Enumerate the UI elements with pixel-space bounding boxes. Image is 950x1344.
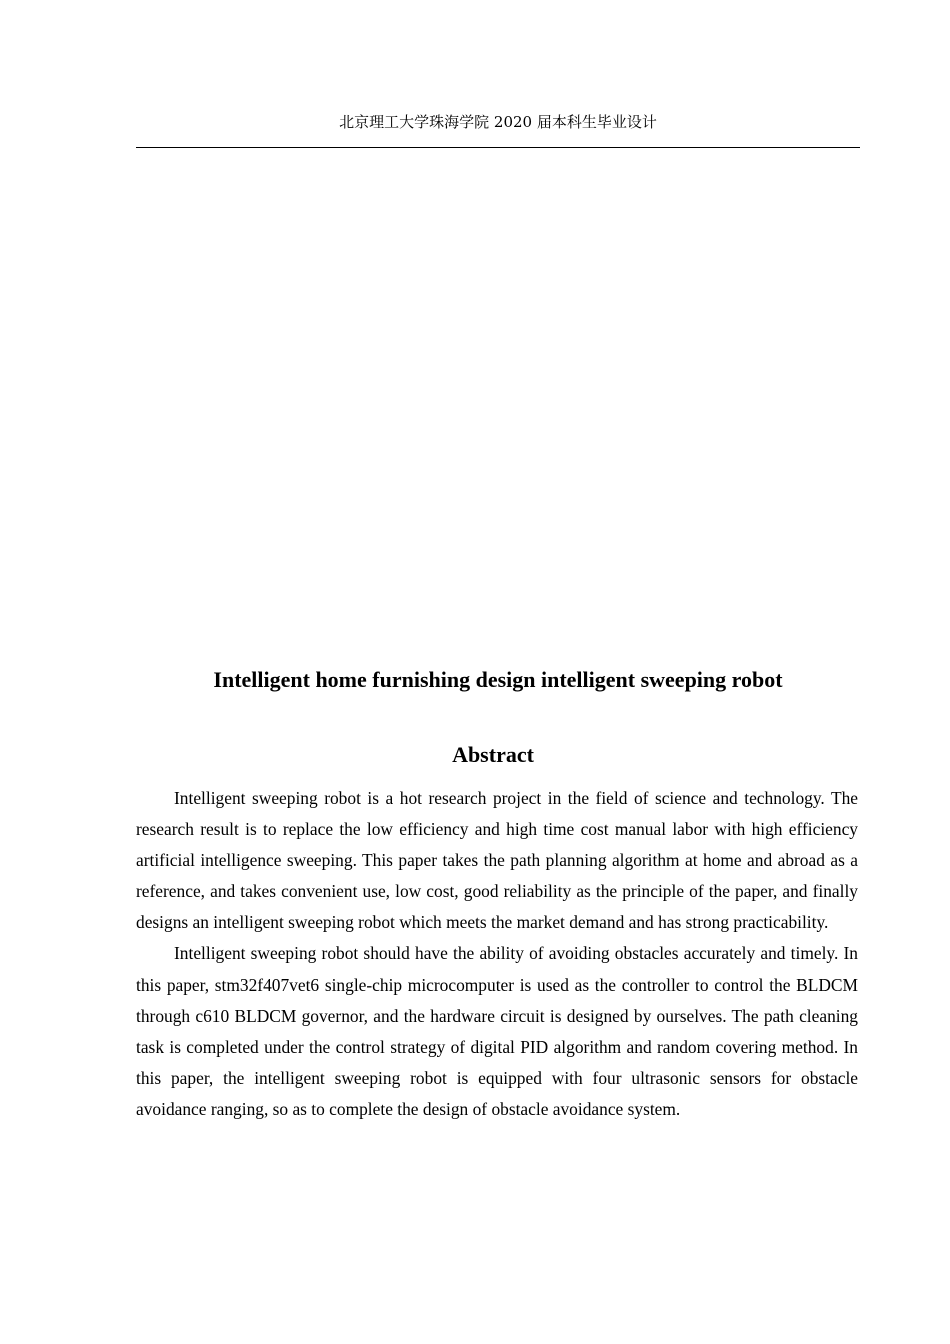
abstract-paragraph-2: Intelligent sweeping robot should have the ability of avoiding obstacles accurately and timely. In this paper, stm32f407vet6 single-chip microcomputer is used as the controller to control the BLDCM through c610 BLDCM governor, and the hardware circuit is designed by ourselves. The path cleaning task is completed under the control strategy of digital PID algorithm and random covering method. In this paper, the intelligent sweeping robot is equipped with four ultrasonic sensors for obstacle avoidance ranging, so as to complete the design of obstacle avoidance system. (136, 943, 858, 1119)
abstract-paragraph-1: Intelligent sweeping robot is a hot research project in the field of science and technology. The research result is to replace the low efficiency and high time cost manual labor with high efficiency artificial intelligence sweeping. This paper takes the path planning algorithm at home and abroad as a reference, and takes convenient use, low cost, good reliability as the principle of the paper, and finally designs an intelligent sweeping robot which meets the market demand and has strong practicability. (136, 788, 858, 933)
abstract-heading: Abstract (452, 742, 534, 767)
running-header: 北京理工大学珠海学院 2020 届本科生毕业设计 (339, 113, 657, 131)
abstract-body (136, 783, 858, 1125)
paper-title: Intelligent home furnishing design intelligent sweeping robot (213, 667, 783, 692)
header-divider (136, 147, 860, 148)
